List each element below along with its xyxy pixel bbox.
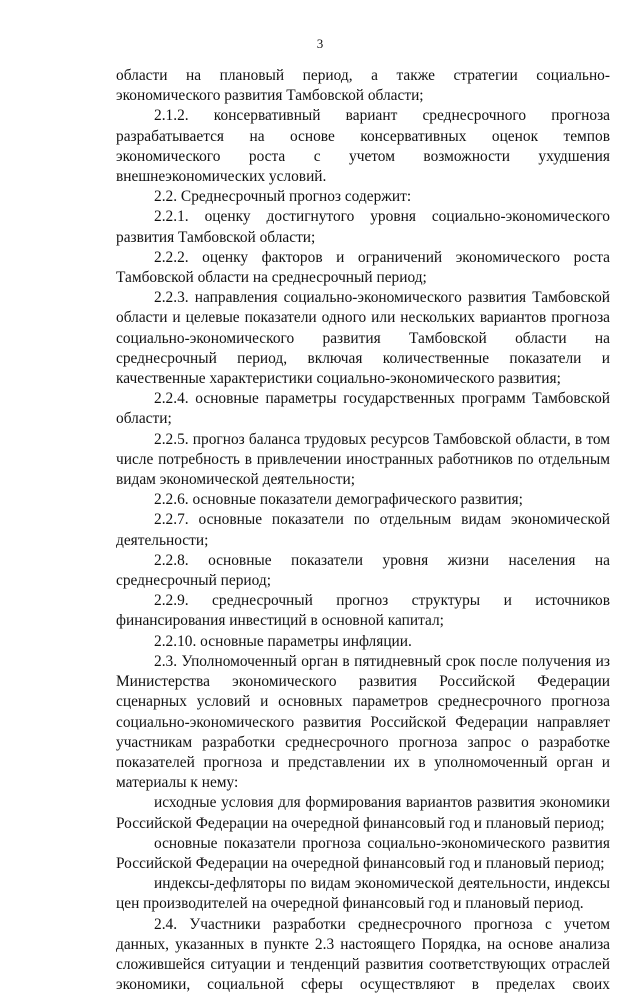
- paragraph-2-3-item-3: индексы-дефляторы по видам экономической деятельности, индексы цен производителей на очередной финансовый год и плановый период.: [116, 875, 610, 913]
- paragraph-2-4: 2.4. Участники разработки среднесрочного прогноза с учетом данных, указанных в пункте 2.3 настоящего Порядка, на основе анализа сложившейся ситуации и тенденций развития соответствующих отраслей экономики, социальной сферы осуществляют в пределах своих: [116, 915, 610, 994]
- paragraph-2-2-7: 2.2.7. основные показатели по отдельным видам экономической деятельности;: [116, 511, 610, 549]
- paragraph-continuation: области на плановый период, а также стратегии социально-экономического развития Тамбовской области;: [116, 67, 610, 105]
- paragraph-2-2-10: 2.2.10. основные параметры инфляции.: [154, 632, 412, 650]
- paragraph-2-2-1: 2.2.1. оценку достигнутого уровня социально-экономического развития Тамбовской области;: [116, 208, 610, 246]
- paragraph-2-1-2: 2.1.2. консервативный вариант среднесрочного прогноза разрабатывается на основе консервативных оценок темпов экономического роста с учетом возможности ухудшения внешнеэкономических условий.: [116, 107, 610, 186]
- page-number: 3: [316, 36, 324, 51]
- paragraph-2-2-8: 2.2.8. основные показатели уровня жизни населения на среднесрочный период;: [116, 551, 610, 590]
- paragraph-2-3-item-1: исходные условия для формирования вариантов развития экономики Российской Федерации на очередной финансовый год и плановый период;: [116, 794, 610, 832]
- paragraph-2-2-6: 2.2.6. основные показатели демографического развития;: [154, 491, 523, 509]
- paragraph-2-3-item-2: основные показатели прогноза социально-экономического развития Российской Федерации на очередной финансовый год и плановый период;: [116, 834, 610, 872]
- paragraph-2-2: 2.2. Среднесрочный прогноз содержит:: [154, 188, 412, 206]
- paragraph-2-2-3: 2.2.3. направления социально-экономического развития Тамбовской области и целевые показатели одного или нескольких вариантов прогноза социально-экономического развития Тамбовской области на среднесрочный период, включая количественные показатели и качественные характеристики социально-экономического развития;: [116, 289, 610, 388]
- paragraph-2-3: 2.3. Уполномоченный орган в пятидневный срок после получения из Министерства экономического развития Российской Федерации сценарных условий и основных параметров среднесрочного прогноза социально-экономического развития Российской Федерации направляет участникам разработки среднесрочного прогноза запрос о разработке показателей прогноза и представлении их в уполномоченный орган и материалы к нему:: [116, 652, 610, 792]
- paragraph-2-2-5: 2.2.5. прогноз баланса трудовых ресурсов Тамбовской области, в том числе потребность в привлечении иностранных работников по отдельным видам экономической деятельности;: [116, 430, 610, 489]
- paragraph-2-2-4: 2.2.4. основные параметры государственных программ Тамбовской области;: [116, 390, 610, 428]
- document-body: [116, 66, 610, 995]
- paragraph-2-2-9: 2.2.9. среднесрочный прогноз структуры и источников финансирования инвестиций в основной капитал;: [116, 592, 610, 630]
- paragraph-2-2-2: 2.2.2. оценку факторов и ограничений экономического роста Тамбовской области на среднесрочный период;: [116, 248, 610, 287]
